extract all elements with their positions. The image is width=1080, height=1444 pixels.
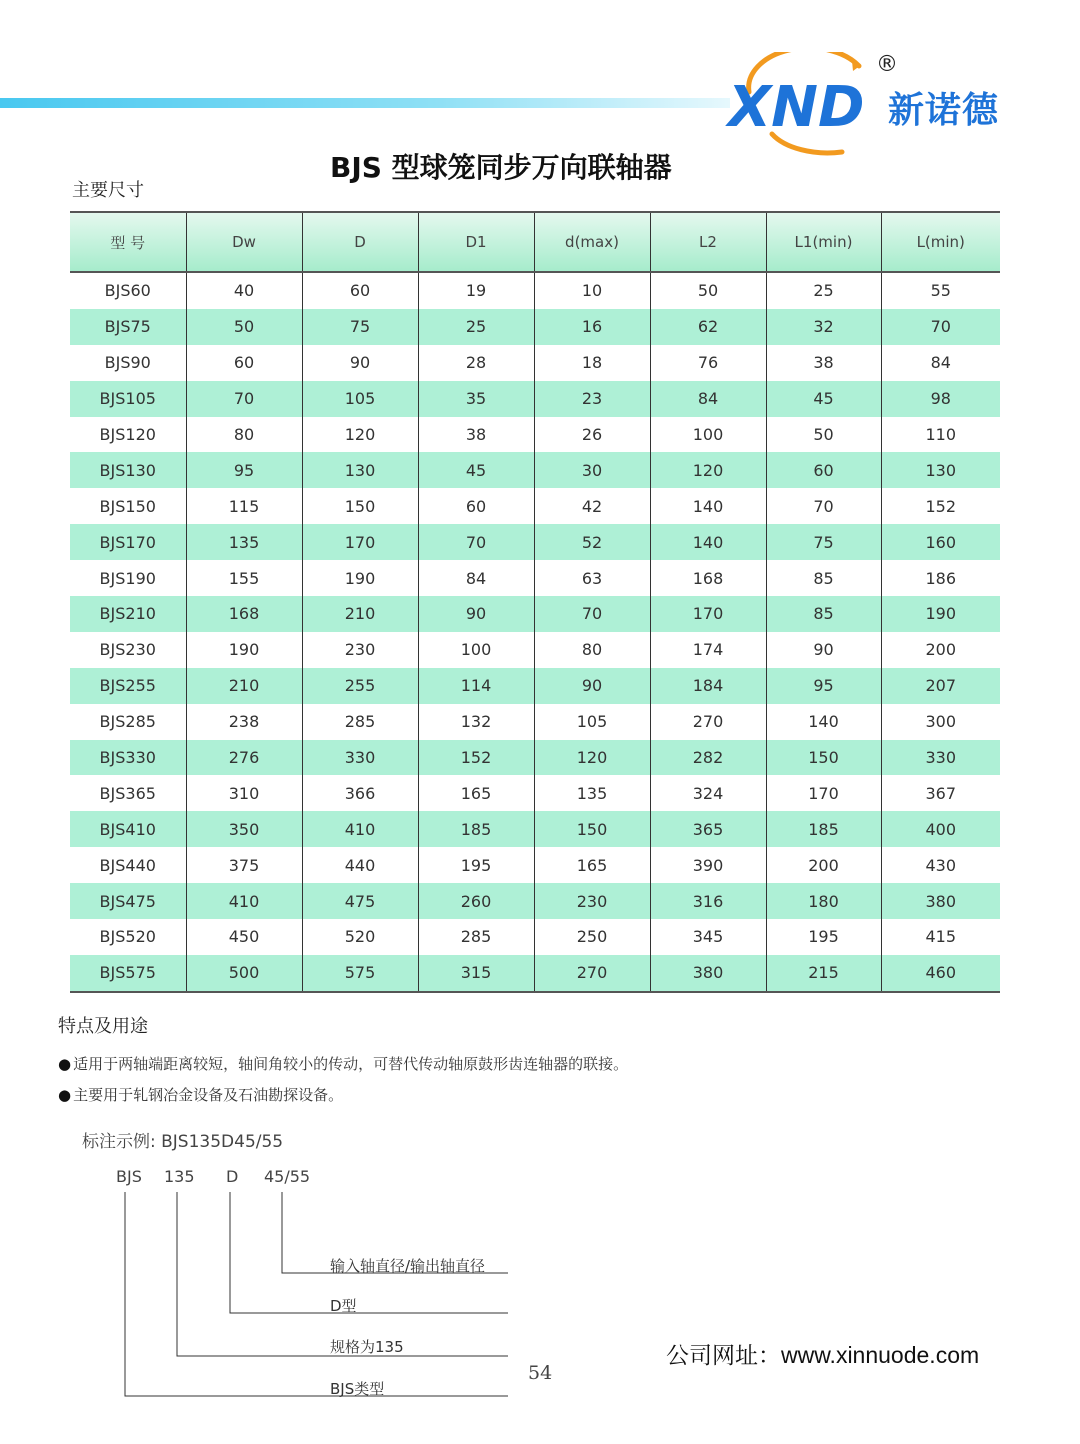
logo-text: XND (728, 75, 865, 140)
value-cell: 150 (302, 488, 418, 524)
value-cell: 190 (302, 560, 418, 596)
value-cell: 190 (186, 632, 302, 668)
value-cell: 35 (418, 381, 534, 417)
table-row (70, 740, 1000, 776)
value-cell: 152 (418, 740, 534, 776)
table-row (70, 811, 1000, 847)
value-cell: 75 (766, 524, 881, 560)
table-row (70, 883, 1000, 919)
bullet-icon: ● (58, 1055, 72, 1073)
feature-text: 适用于两轴端距离较短，轴间角较小的传动，可替代传动轴原鼓形齿连轴器的联接。 (73, 1055, 629, 1073)
table-header-row (70, 212, 1000, 272)
value-cell: 324 (650, 775, 766, 811)
value-cell: 70 (881, 309, 1000, 345)
value-cell: 170 (766, 775, 881, 811)
table-row (70, 309, 1000, 345)
column-header: L1(min) (766, 212, 881, 272)
section-label: 主要尺寸 (72, 180, 144, 201)
value-cell: 120 (650, 452, 766, 488)
value-cell: 100 (650, 417, 766, 453)
value-cell: 25 (418, 309, 534, 345)
value-cell: 50 (186, 309, 302, 345)
value-cell: 215 (766, 955, 881, 992)
value-cell: 185 (418, 811, 534, 847)
value-cell: 70 (534, 596, 650, 632)
value-cell: 200 (925, 640, 957, 660)
column-header: L2 (650, 212, 766, 272)
value-cell: 90 (418, 596, 534, 632)
legend-type: D型 (330, 1297, 357, 1315)
value-cell: 45 (766, 381, 881, 417)
value-cell: 380 (881, 883, 1000, 919)
page-number: 54 (528, 1362, 553, 1384)
table-row (70, 272, 1000, 309)
value-cell: 186 (925, 568, 957, 588)
value-cell: 132 (418, 704, 534, 740)
value-cell: 210 (186, 668, 302, 704)
value-cell: 365 (650, 811, 766, 847)
value-cell: 135 (534, 775, 650, 811)
value-cell: 165 (534, 847, 650, 883)
model-cell: BJS105 (70, 381, 186, 417)
feature-text: 主要用于轧钢冶金设备及石油勘探设备。 (73, 1086, 344, 1104)
dimensions-table (70, 211, 1000, 993)
value-cell: 230 (302, 632, 418, 668)
value-cell: 367 (925, 783, 957, 803)
value-cell: 170 (650, 596, 766, 632)
model-cell: BJS90 (70, 345, 186, 381)
value-cell: 152 (925, 496, 957, 516)
value-cell: 285 (418, 919, 534, 955)
value-cell: 45 (418, 452, 534, 488)
table-row (70, 381, 1000, 417)
value-cell: 174 (650, 632, 766, 668)
table-row (70, 919, 1000, 955)
value-cell: 160 (881, 524, 1000, 560)
value-cell: 110 (925, 425, 957, 444)
bullet-icon: ● (58, 1086, 72, 1104)
brand-name: 新诺德 (888, 90, 1000, 131)
value-cell: 120 (302, 417, 418, 453)
value-cell: 16 (534, 309, 650, 345)
table-row (70, 452, 1000, 488)
value-cell: 250 (534, 919, 650, 955)
value-cell: 168 (650, 560, 766, 596)
table-row (70, 488, 1000, 524)
value-cell: 55 (930, 281, 951, 301)
value-cell: 150 (534, 811, 650, 847)
example-title: 标注示例: BJS135D45/55 (82, 1132, 284, 1152)
value-cell: 140 (650, 524, 766, 560)
value-cell: 390 (650, 847, 766, 883)
value-cell: 95 (766, 668, 881, 704)
value-cell: 260 (418, 883, 534, 919)
value-cell: 84 (418, 560, 534, 596)
value-cell: 62 (650, 309, 766, 345)
model-cell: BJS330 (70, 740, 186, 776)
value-cell: 282 (650, 740, 766, 776)
value-cell: 285 (302, 704, 418, 740)
model-cell: BJS170 (70, 524, 186, 560)
value-cell: 84 (650, 381, 766, 417)
value-cell: 270 (534, 955, 650, 992)
value-cell: 255 (302, 668, 418, 704)
column-header: L(min) (881, 212, 1000, 272)
value-cell: 60 (186, 345, 302, 381)
table-row (70, 632, 1000, 668)
table-row (70, 560, 1000, 596)
value-cell: 238 (186, 704, 302, 740)
column-header: Dw (186, 212, 302, 272)
value-cell: 330 (302, 740, 418, 776)
legend-shaft: 输入轴直径/输出轴直径 (330, 1257, 486, 1275)
value-cell: 38 (766, 345, 881, 381)
value-cell: 150 (766, 740, 881, 776)
value-cell: 120 (534, 740, 650, 776)
value-cell: 114 (418, 668, 534, 704)
value-cell: 520 (302, 919, 418, 955)
model-cell: BJS520 (70, 919, 186, 955)
value-cell: 440 (302, 847, 418, 883)
value-cell: 315 (418, 955, 534, 992)
value-cell: 310 (186, 775, 302, 811)
value-cell: 105 (302, 381, 418, 417)
value-cell: 80 (186, 417, 302, 453)
model-cell: BJS230 (70, 632, 186, 668)
value-cell: 207 (881, 668, 1000, 704)
value-cell: 25 (766, 272, 881, 309)
value-cell: 380 (650, 955, 766, 992)
table-row (70, 955, 1000, 992)
model-cell: BJS150 (70, 488, 186, 524)
value-cell: 38 (418, 417, 534, 453)
value-cell: 50 (650, 272, 766, 309)
company-website: 公司网址：www.xinnuode.com (666, 1342, 980, 1368)
value-cell: 500 (186, 955, 302, 992)
value-cell: 70 (186, 381, 302, 417)
header-accent-band (0, 98, 730, 108)
value-cell: 95 (186, 452, 302, 488)
value-cell: 430 (925, 855, 957, 875)
value-cell: 460 (881, 955, 1000, 992)
model-cell: BJS130 (70, 452, 186, 488)
value-cell: 155 (186, 560, 302, 596)
value-cell: 475 (302, 883, 418, 919)
value-cell: 375 (186, 847, 302, 883)
model-cell: BJS285 (70, 704, 186, 740)
value-cell: 185 (766, 811, 881, 847)
value-cell: 575 (302, 955, 418, 992)
value-cell: 85 (766, 596, 881, 632)
value-cell: 63 (534, 560, 650, 596)
value-cell: 26 (534, 417, 650, 453)
column-header: D (302, 212, 418, 272)
value-cell: 105 (534, 704, 650, 740)
value-cell: 23 (534, 381, 650, 417)
model-cell: BJS255 (70, 668, 186, 704)
value-cell: 168 (186, 596, 302, 632)
value-cell: 350 (186, 811, 302, 847)
legend-series: BJS类型 (330, 1380, 385, 1398)
model-cell: BJS365 (70, 775, 186, 811)
value-cell: 98 (881, 381, 1000, 417)
model-cell: BJS120 (70, 417, 186, 453)
value-cell: 60 (302, 272, 418, 309)
value-cell: 18 (534, 345, 650, 381)
value-cell: 184 (650, 668, 766, 704)
value-cell: 70 (418, 524, 534, 560)
value-cell: 30 (534, 452, 650, 488)
value-cell: 90 (534, 668, 650, 704)
value-cell: 100 (418, 632, 534, 668)
value-cell: 28 (418, 345, 534, 381)
value-cell: 276 (186, 740, 302, 776)
value-cell: 52 (534, 524, 650, 560)
value-cell: 80 (534, 632, 650, 668)
code-part-series: BJS (116, 1167, 142, 1186)
features-title: 特点及用途 (58, 1016, 148, 1037)
model-cell: BJS190 (70, 560, 186, 596)
value-cell: 410 (186, 883, 302, 919)
value-cell: 75 (302, 309, 418, 345)
model-cell: BJS575 (70, 955, 186, 992)
value-cell: 50 (766, 417, 881, 453)
value-cell: 140 (766, 704, 881, 740)
code-part-size: 135 (164, 1167, 195, 1186)
value-cell: 345 (650, 919, 766, 955)
value-cell: 415 (925, 927, 957, 947)
table-row (70, 345, 1000, 381)
value-cell: 76 (650, 345, 766, 381)
model-cell: BJS60 (70, 272, 186, 309)
table-row (70, 775, 1000, 811)
model-cell: BJS410 (70, 811, 186, 847)
registered-mark: ® (876, 52, 898, 77)
model-cell: BJS75 (70, 309, 186, 345)
page-title: BJS 型球笼同步万向联轴器 (330, 151, 672, 184)
legend-size: 规格为135 (330, 1338, 404, 1356)
code-part-shaft: 45/55 (264, 1167, 311, 1186)
value-cell: 32 (766, 309, 881, 345)
value-cell: 84 (930, 353, 951, 373)
value-cell: 170 (302, 524, 418, 560)
feature-item (58, 1053, 628, 1074)
value-cell: 450 (186, 919, 302, 955)
value-cell: 90 (766, 632, 881, 668)
value-cell: 85 (766, 560, 881, 596)
model-cell: BJS210 (70, 596, 186, 632)
column-header: d(max) (534, 212, 650, 272)
table-row (70, 704, 1000, 740)
value-cell: 90 (302, 345, 418, 381)
value-cell: 130 (881, 452, 1000, 488)
value-cell: 410 (302, 811, 418, 847)
value-cell: 180 (766, 883, 881, 919)
feature-item (58, 1084, 343, 1105)
value-cell: 115 (186, 488, 302, 524)
column-header: D1 (418, 212, 534, 272)
model-cell: BJS475 (70, 883, 186, 919)
value-cell: 140 (650, 488, 766, 524)
value-cell: 270 (650, 704, 766, 740)
model-cell: BJS440 (70, 847, 186, 883)
value-cell: 19 (418, 272, 534, 309)
value-cell: 366 (302, 775, 418, 811)
value-cell: 190 (881, 596, 1000, 632)
value-cell: 400 (881, 811, 1000, 847)
value-cell: 130 (302, 452, 418, 488)
table-row (70, 596, 1000, 632)
value-cell: 42 (534, 488, 650, 524)
column-header: 型 号 (70, 212, 186, 272)
value-cell: 135 (186, 524, 302, 560)
code-part-type: D (226, 1167, 239, 1186)
value-cell: 165 (418, 775, 534, 811)
table-row (70, 417, 1000, 453)
value-cell: 40 (186, 272, 302, 309)
value-cell: 195 (766, 919, 881, 955)
value-cell: 316 (650, 883, 766, 919)
value-cell: 200 (766, 847, 881, 883)
table-row (70, 847, 1000, 883)
value-cell: 210 (302, 596, 418, 632)
value-cell: 70 (766, 488, 881, 524)
value-cell: 330 (881, 740, 1000, 776)
table-row (70, 668, 1000, 704)
value-cell: 10 (534, 272, 650, 309)
value-cell: 300 (925, 712, 957, 732)
value-cell: 60 (766, 452, 881, 488)
value-cell: 195 (418, 847, 534, 883)
value-cell: 60 (418, 488, 534, 524)
value-cell: 230 (534, 883, 650, 919)
table-row (70, 524, 1000, 560)
